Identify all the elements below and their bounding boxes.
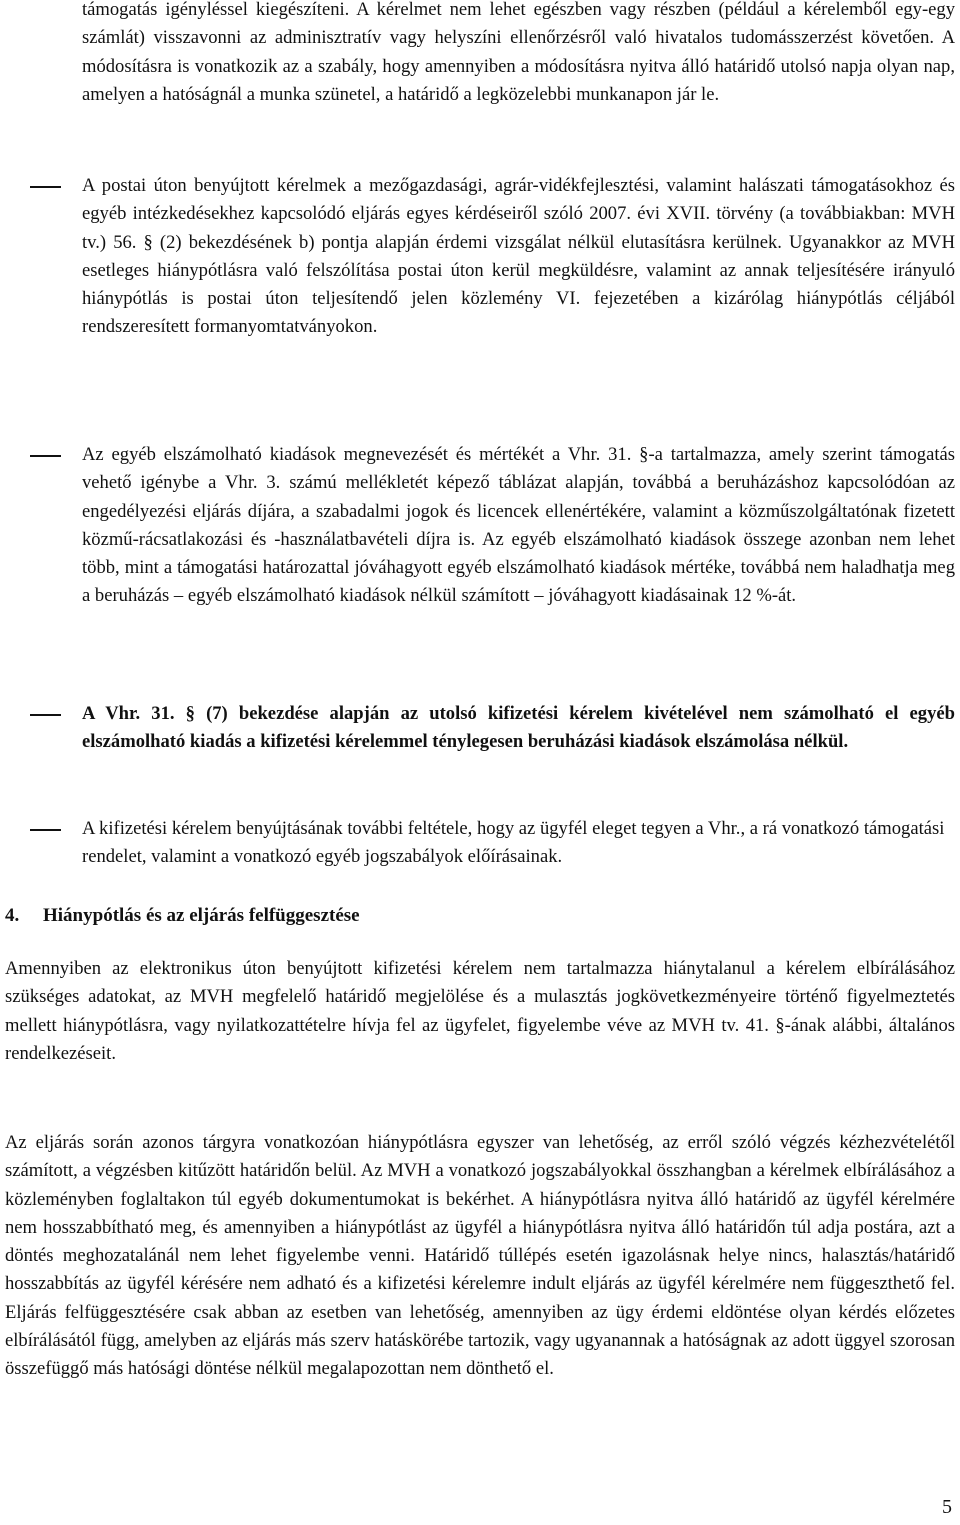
section-heading	[5, 902, 360, 930]
intro-paragraph: támogatás igényléssel kiegészíteni. A kérelmet nem lehet egészben vagy részben (például a kérelemből egy-egy számlát) visszavonni az adminisztratív vagy helyszíni ellenőrzésről való hivatalos tudomásszerzést követően. A módosításra is vonatkozik az a szabály, hogy amennyiben a módosításra nyitva álló határidő utolsó napja olyan nap, amelyen a hatóságnál a munka szünetel, a határidő a legközelebbi munkanapon jár le.	[82, 0, 955, 105]
body-paragraph: Az eljárás során azonos tárgyra vonatkozóan hiánypótlásra egyszer van lehetőség, az erről szóló végzés kézhezvételétől számított, a végzésben kitűzött határidőn belül. Az MVH a vonatkozó jogszabályokkal összhangban a kérelmek elbírálásához a közleményben foglaltakon túl egyéb dokumentumokat is bekérhet. A hiánypótlásra nyitva álló határidő az ügyfél kérelmére nem hosszabbítható meg, és amennyiben a hiánypótlást az ügyfél a hiánypótlásra nyitva álló határidőn túl adja postára, azt a döntés meghozatalánál nem lehet figyelembe venni. Határidő túllépés esetén igazolásnak helye nincs, halasztás/határidő hosszabbítás az ügyfél kérésére nem adható és a kifizetési kérelemre indult eljárás az ügyfél kérelmére nem függeszthető fel. Eljárás felfüggesztésére csak abban az esetben van lehetőség, amennyiben az ügy érdemi eldöntése olyan kérdés előzetes elbírálásától függ, amelyben az eljárás más szerv hatáskörébe tartozik, vagy ugyanannak a hatóságnak az adott üggyel szorosan összefüggő más hatósági döntése nélkül megalapozottan nem dönthető el.	[5, 1132, 955, 1380]
list-item	[30, 815, 955, 872]
dash-bullet	[30, 186, 61, 188]
list-item	[30, 172, 955, 342]
list-item	[30, 441, 955, 611]
dash-bullet	[30, 714, 61, 716]
page-number: 5	[942, 1496, 952, 1518]
list-item	[30, 700, 955, 757]
list-item-text: Az egyéb elszámolható kiadások megnevezését és mértékét a Vhr. 31. §-a tartalmazza, amely szerint támogatás vehető igénybe a Vhr. 3. számú mellékletét képező táblázat alapján, továbbá a beruházáshoz kapcsolódóan az engedélyezési eljárás díjára, a szabadalmi jogok és licencek ellenértékére, valamint a közműszolgáltatónak fizetett közmű-rácsatlakozási és -használatbavételi díjra is. Az egyéb elszámolható kiadások összege azonban nem lehet több, mint a támogatási határozattal jóváhagyott egyéb elszámolható kiadások mértéke, továbbá nem haladhatja meg a beruházás – egyéb elszámolható kiadások nélkül számított – jóváhagyott kiadásainak 12 %-át.	[82, 444, 955, 607]
section-number: 4.	[5, 905, 20, 926]
dash-bullet	[30, 829, 61, 831]
list-item-text: A postai úton benyújtott kérelmek a mezőgazdasági, agrár-vidékfejlesztési, valamint halászati támogatásokhoz és egyéb intézkedésekhez kapcsolódó eljárás egyes kérdéseiről szóló 2007. évi XVII. törvény (a továbbiakban: MVH tv.) 56. § (2) bekezdésének b) pontja alapján érdemi vizsgálat nélkül elutasításra kerülnek. Ugyanakkor az MVH esetleges hiánypótlásra való felszólítása postai úton kerül megküldésre, valamint az annak teljesítésére irányuló hiánypótlás is postai úton teljesítendő jelen közlemény VI. fejezetében a kizárólag hiánypótlás céljából rendszeresített formanyomtatványokon.	[82, 175, 955, 338]
body-paragraph: Amennyiben az elektronikus úton benyújtott kifizetési kérelem nem tartalmazza hiánytalanul a kérelem elbírálásához szükséges adatokat, az MVH megfelelő határidő megjelölése és a mulasztás jogkövetkezményeire történő figyelmeztetés mellett hiánypótlásra, vagy nyilatkozattételre hívja fel az ügyfelet, figyelembe véve az MVH tv. 41. §-ának alábbi, általános rendelkezéseit.	[5, 958, 955, 1064]
list-item-text: A kifizetési kérelem benyújtásának további feltétele, hogy az ügyfél eleget tegyen a Vhr., a rá vonatkozó támogatási rendelet, valamint a vonatkozó egyéb jogszabályok előírásainak.	[82, 818, 945, 868]
list-item-text: A Vhr. 31. § (7) bekezdése alapján az utolsó kifizetési kérelem kivételével nem számolható el egyéb elszámolható kiadás a kifizetési kérelemmel ténylegesen beruházási kiadások elszámolása nélkül.	[82, 703, 955, 753]
dash-bullet	[30, 455, 61, 457]
section-title: Hiánypótlás és az eljárás felfüggesztése	[43, 905, 360, 926]
